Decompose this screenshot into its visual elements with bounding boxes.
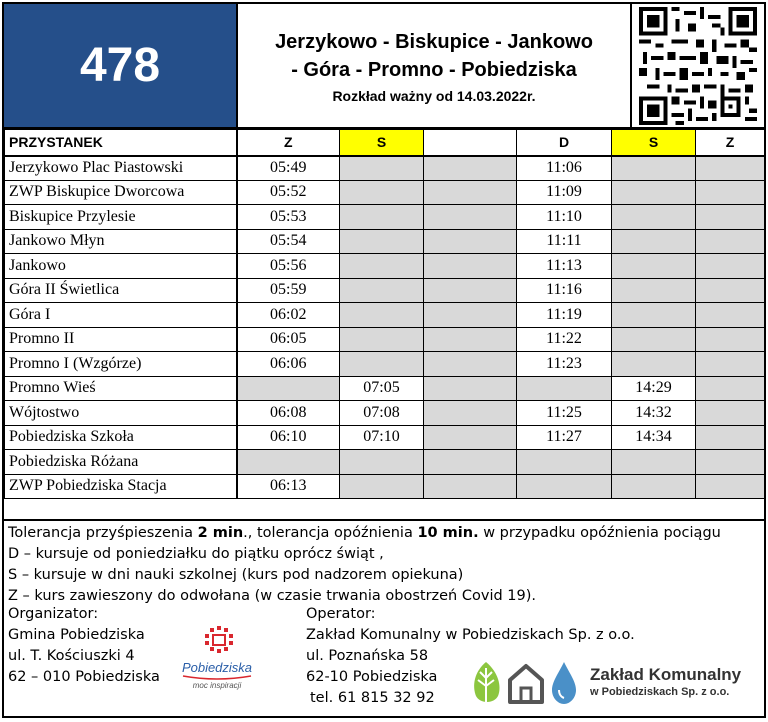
pobiedziska-logo (169, 622, 265, 698)
time-s (612, 205, 696, 230)
column-header-s: S (612, 130, 696, 156)
notes (4, 519, 764, 609)
time-z: 06:13 (237, 474, 340, 499)
time-z: 05:52 (237, 180, 340, 205)
column-header-z: Z (696, 130, 765, 156)
blank-cell (424, 327, 517, 352)
time-d: 11:27 (517, 425, 612, 450)
blank-cell (424, 229, 517, 254)
organizer-block (8, 604, 160, 688)
time-z: 05:59 (237, 278, 340, 303)
time-s (340, 205, 424, 230)
header (4, 4, 764, 129)
table-row (5, 180, 765, 205)
time-s (340, 278, 424, 303)
time-s (612, 352, 696, 377)
stop-name: Pobiedziska Szkoła (5, 425, 237, 450)
pobiedziska-logo-tagline: moc inspiracji (192, 681, 242, 690)
time-z: 05:56 (237, 254, 340, 279)
time-z (696, 425, 765, 450)
zk-logo-icons (470, 658, 582, 706)
time-d: 11:19 (517, 303, 612, 328)
stop-name: ZWP Biskupice Dworcowa (5, 180, 237, 205)
blank-cell (424, 474, 517, 499)
legend-s: S – kursuje w dni nauki szkolnej (kurs pod nadzorem opiekuna) (8, 567, 464, 583)
column-header-s: S (340, 130, 424, 156)
time-z (237, 376, 340, 401)
time-z (696, 254, 765, 279)
time-s (340, 180, 424, 205)
time-z (696, 401, 765, 426)
footer (4, 604, 764, 716)
time-s (340, 303, 424, 328)
blank-cell (424, 156, 517, 181)
time-z (696, 205, 765, 230)
house-icon (510, 666, 542, 702)
table-row (5, 278, 765, 303)
organizer-label: Organizator: (8, 606, 99, 622)
table-row (5, 303, 765, 328)
blank-cell (424, 278, 517, 303)
time-z (696, 450, 765, 475)
time-s (612, 474, 696, 499)
tolerance-text: ., tolerancja opóźnienia (243, 525, 418, 541)
time-s (612, 229, 696, 254)
blank-cell (424, 254, 517, 279)
stop-name: Jankowo Młyn (5, 229, 237, 254)
time-s (340, 254, 424, 279)
route-number-badge (4, 4, 236, 127)
time-s (612, 254, 696, 279)
stop-name: ZWP Pobiedziska Stacja (5, 474, 237, 499)
pobiedziska-logo-name: Pobiedziska (181, 660, 253, 675)
time-d (517, 474, 612, 499)
blank-cell (424, 425, 517, 450)
time-s (612, 278, 696, 303)
time-s: 07:05 (340, 376, 424, 401)
water-drop-icon (552, 662, 576, 704)
stop-name: Promno II (5, 327, 237, 352)
time-z: 05:53 (237, 205, 340, 230)
table-row (5, 205, 765, 230)
time-z (696, 303, 765, 328)
time-s: 14:29 (612, 376, 696, 401)
time-z (696, 352, 765, 377)
zk-logo-line2: w Pobiedziskach Sp. z o.o. (590, 686, 730, 698)
operator-name: Zakład Komunalny w Pobiedziskach Sp. z o.o. (306, 627, 635, 643)
time-d: 11:09 (517, 180, 612, 205)
time-d: 11:10 (517, 205, 612, 230)
blank-cell (424, 401, 517, 426)
stop-name: Biskupice Przylesie (5, 205, 237, 230)
tolerance-text: w przypadku opóźnienia pociągu (478, 525, 721, 541)
qr-code[interactable] (632, 4, 764, 127)
time-d: 11:13 (517, 254, 612, 279)
time-d: 11:16 (517, 278, 612, 303)
stop-name: Jerzykowo Plac Piastowski (5, 156, 237, 181)
time-z: 06:08 (237, 401, 340, 426)
stop-name: Promno I (Wzgórze) (5, 352, 237, 377)
time-s: 07:08 (340, 401, 424, 426)
time-z: 06:10 (237, 425, 340, 450)
time-s (612, 156, 696, 181)
table-row (5, 327, 765, 352)
timetable-sheet (2, 2, 766, 718)
time-z (696, 376, 765, 401)
qr-code-icon (639, 7, 757, 125)
timetable-header-row (5, 130, 765, 156)
column-header-d: D (517, 130, 612, 156)
time-s (612, 450, 696, 475)
table-row (5, 401, 765, 426)
table-row (5, 229, 765, 254)
column-header-blank (424, 130, 517, 156)
time-s (340, 327, 424, 352)
time-z: 05:49 (237, 156, 340, 181)
leaf-icon (474, 662, 499, 702)
column-header-z: Z (237, 130, 340, 156)
stop-name: Wójtostwo (5, 401, 237, 426)
route-title (236, 4, 632, 127)
stop-name: Promno Wieś (5, 376, 237, 401)
operator-street: ul. Poznańska 58 (306, 648, 429, 664)
operator-city: 62-10 Pobiedziska (306, 669, 438, 685)
column-header-stop: PRZYSTANEK (5, 130, 237, 156)
tolerance-note (8, 523, 760, 544)
time-s (612, 180, 696, 205)
tolerance-late: 10 min. (417, 525, 479, 541)
time-s (340, 474, 424, 499)
timetable (4, 129, 765, 499)
time-s (612, 327, 696, 352)
route-title-line2: - Góra - Promno - Pobiedziska (291, 58, 577, 81)
time-z: 05:54 (237, 229, 340, 254)
legend-z: Z – kurs zawieszony do odwołana (w czasie trwania obostrzeń Covid 19). (8, 588, 536, 604)
blank-cell (424, 450, 517, 475)
stop-name: Pobiedziska Różana (5, 450, 237, 475)
time-z: 06:05 (237, 327, 340, 352)
blank-cell (424, 205, 517, 230)
organizer-name: Gmina Pobiedziska (8, 627, 145, 643)
time-s (340, 352, 424, 377)
tolerance-text: Tolerancja przyśpieszenia (8, 525, 198, 541)
blank-cell (424, 180, 517, 205)
organizer-street: ul. T. Kościuszki 4 (8, 648, 135, 664)
time-d (517, 376, 612, 401)
pobiedziska-logo-icon (169, 622, 265, 698)
time-s: 07:10 (340, 425, 424, 450)
time-d: 11:23 (517, 352, 612, 377)
legend-d: D – kursuje od poniedziałku do piątku oprócz świąt , (8, 546, 384, 562)
table-row (5, 474, 765, 499)
time-z: 06:02 (237, 303, 340, 328)
stop-name: Góra I (5, 303, 237, 328)
stop-name: Jankowo (5, 254, 237, 279)
stop-name: Góra II Świetlica (5, 278, 237, 303)
organizer-city: 62 – 010 Pobiedziska (8, 669, 160, 685)
operator-label: Operator: (306, 606, 376, 622)
route-title-line1: Jerzykowo - Biskupice - Jankowo (275, 30, 593, 53)
time-s (340, 450, 424, 475)
zaklad-komunalny-logo (470, 656, 760, 708)
time-z (696, 180, 765, 205)
operator-phone: tel. 61 815 32 92 (310, 690, 435, 706)
time-z: 06:06 (237, 352, 340, 377)
time-z (237, 450, 340, 475)
time-d (517, 450, 612, 475)
time-d: 11:22 (517, 327, 612, 352)
tolerance-early: 2 min (197, 525, 244, 541)
time-s (612, 303, 696, 328)
time-s (340, 156, 424, 181)
blank-cell (424, 303, 517, 328)
table-row (5, 425, 765, 450)
time-z (696, 229, 765, 254)
time-z (696, 156, 765, 181)
table-row (5, 450, 765, 475)
time-z (696, 474, 765, 499)
time-s: 14:34 (612, 425, 696, 450)
time-d: 11:25 (517, 401, 612, 426)
time-s: 14:32 (612, 401, 696, 426)
blank-cell (424, 352, 517, 377)
time-s (340, 229, 424, 254)
table-row (5, 254, 765, 279)
time-d: 11:06 (517, 156, 612, 181)
table-row (5, 352, 765, 377)
table-row (5, 376, 765, 401)
zk-logo-line1: Zakład Komunalny (590, 665, 742, 684)
valid-from: Rozkład ważny od 14.03.2022r. (332, 87, 536, 104)
blank-cell (424, 376, 517, 401)
time-z (696, 327, 765, 352)
time-z (696, 278, 765, 303)
table-row (5, 156, 765, 181)
time-d: 11:11 (517, 229, 612, 254)
zk-logo-text (590, 665, 741, 699)
route-number: 478 (79, 39, 161, 92)
